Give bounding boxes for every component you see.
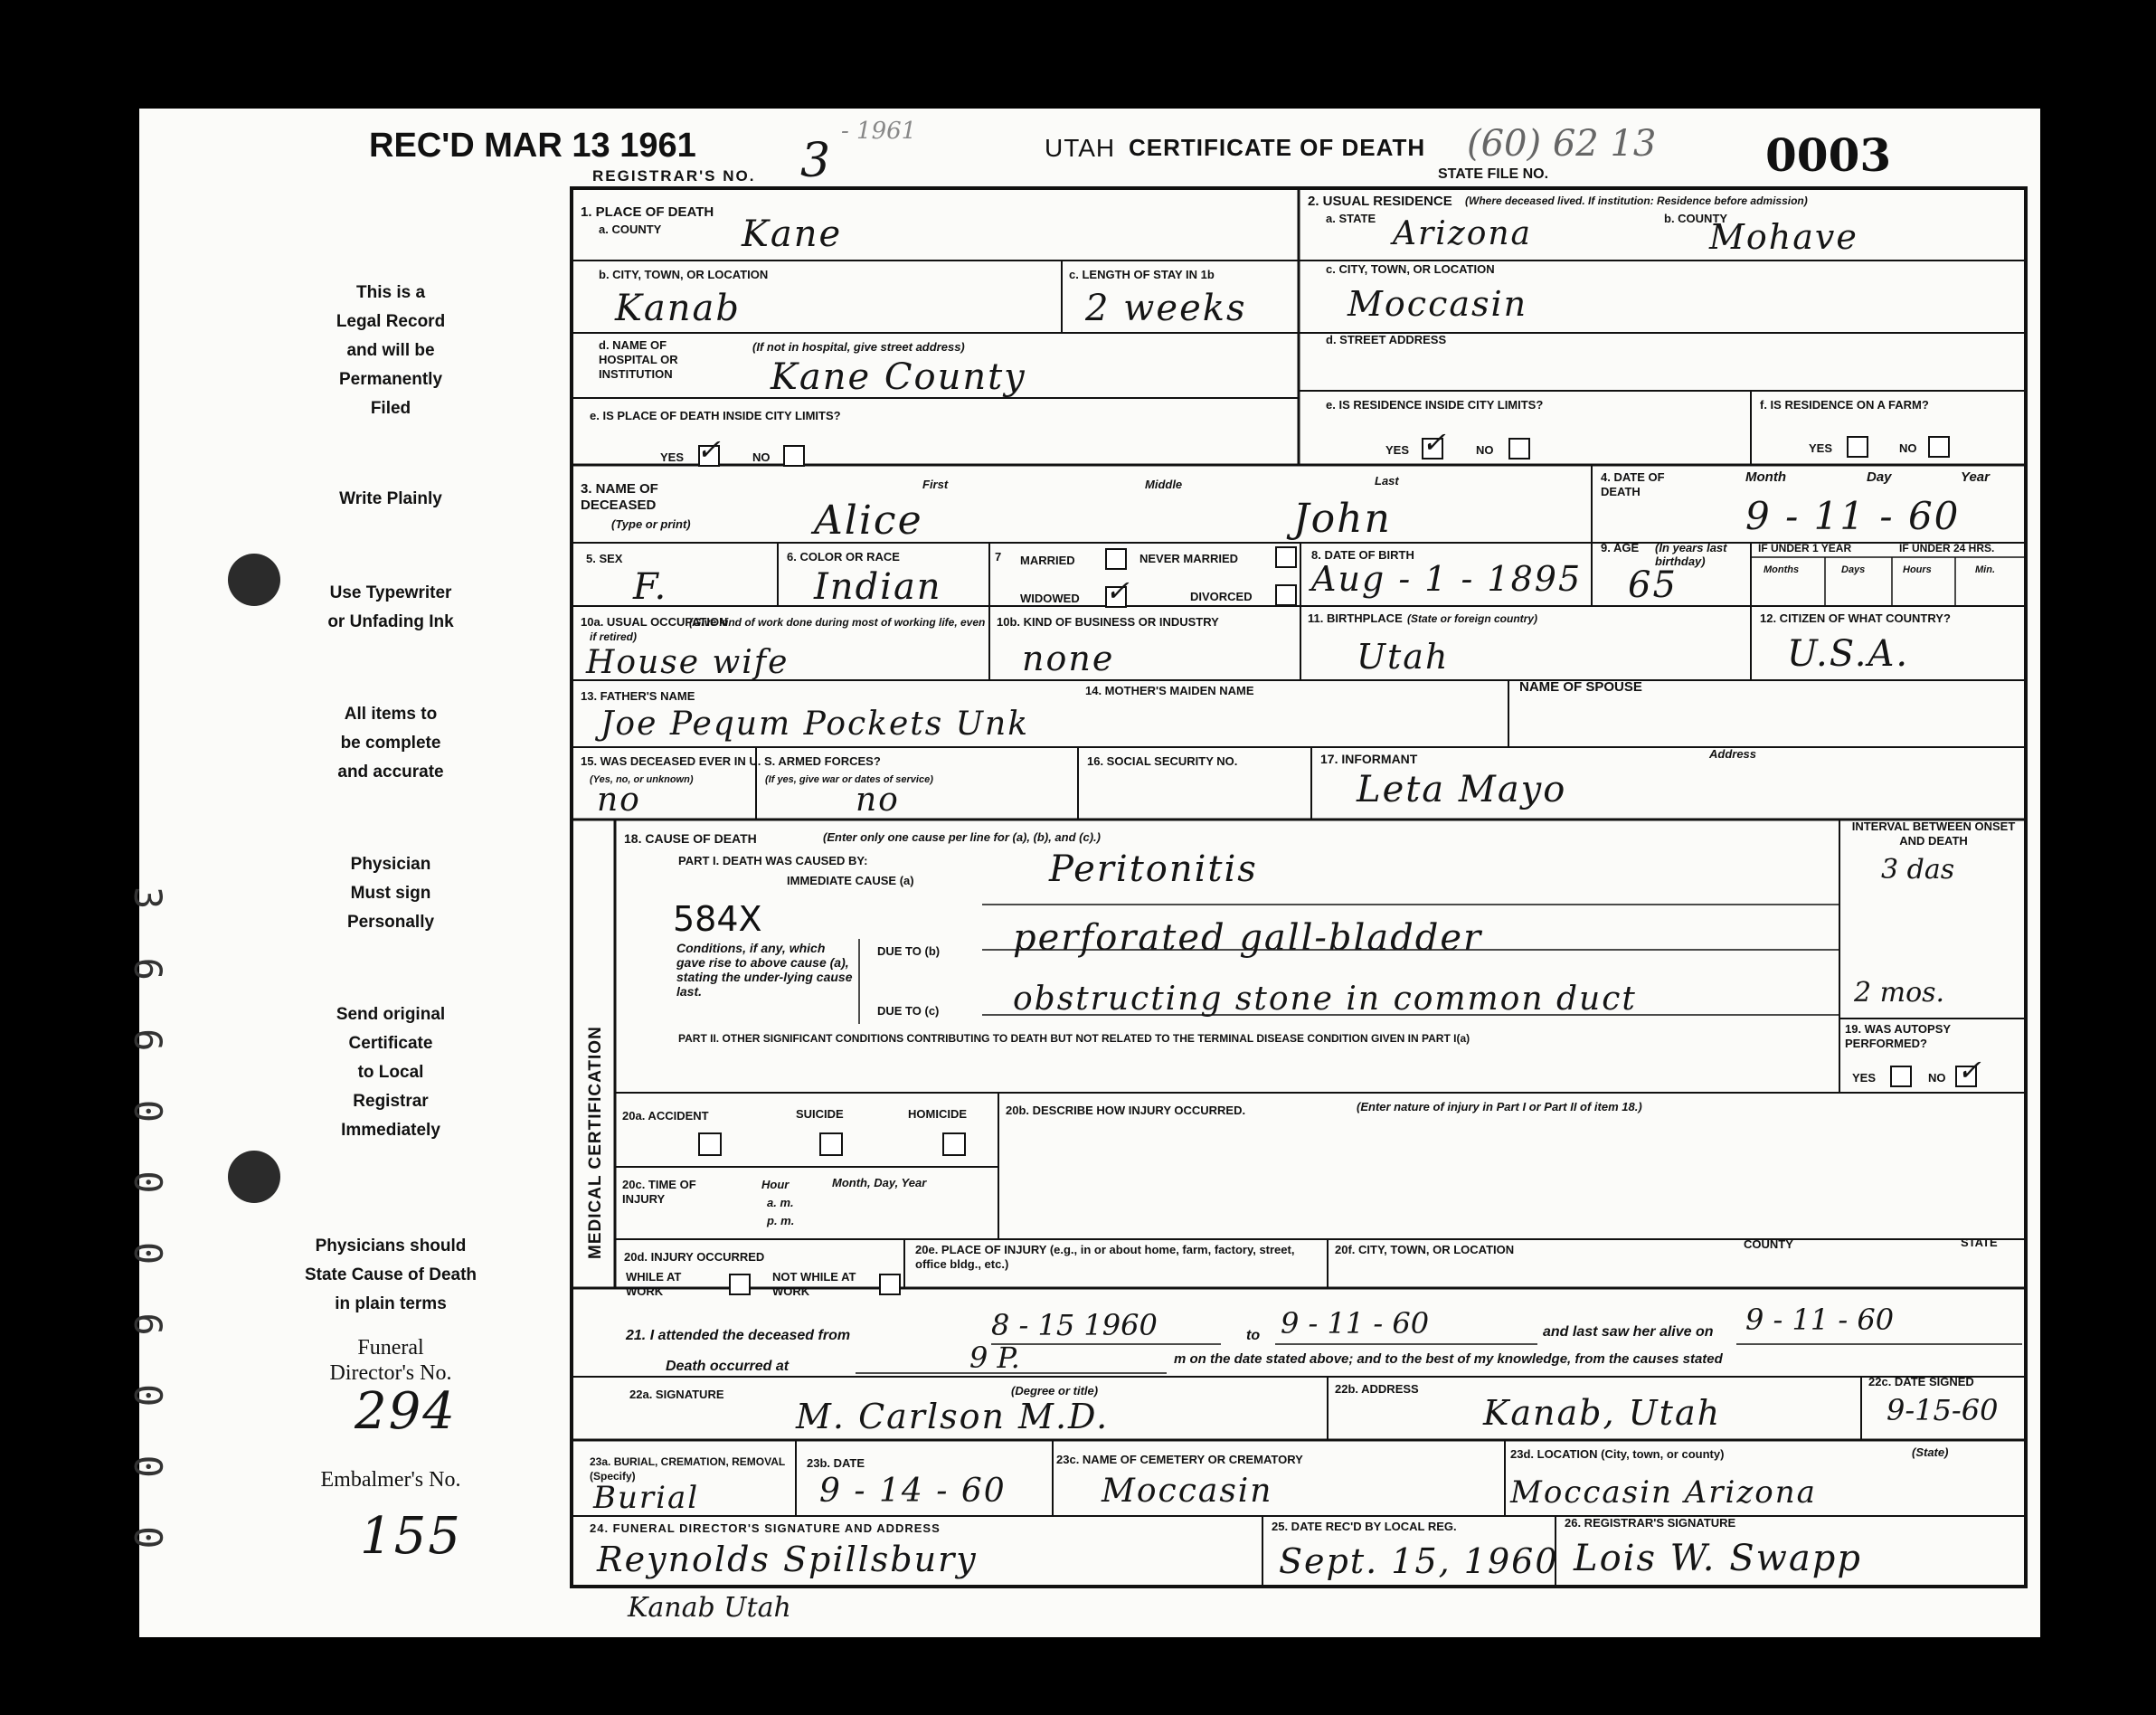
conditions-note: Conditions, if any, which gave rise to above cause (a), stating the under-lying cause last. (676, 941, 853, 999)
color-race-label: 6. COLOR OR RACE (787, 550, 900, 564)
informant-value: Leta Mayo (1357, 769, 1567, 810)
middle-name-header: Middle (1145, 478, 1183, 491)
citizenship-value: U.S.A. (1787, 633, 1910, 675)
autopsy-label: 19. WAS AUTOPSY PERFORMED? (1845, 1022, 1951, 1050)
residence-farm-label: f. IS RESIDENCE ON A FARM? (1760, 398, 1929, 412)
injury-description-label: 20b. DESCRIBE HOW INJURY OCCURRED. (1006, 1104, 1246, 1117)
no-label: NO (1476, 443, 1494, 457)
interval-label: INTERVAL BETWEEN ONSET AND DEATH (1851, 820, 2016, 848)
date-of-birth-label: 8. DATE OF BIRTH (1311, 548, 1414, 562)
sidebar-legal-line: This is a (355, 283, 426, 302)
sidebar-send-line: Immediately (341, 1121, 440, 1140)
mother-maiden-name-label: 14. MOTHER'S MAIDEN NAME (1085, 684, 1254, 697)
physician-address-label: 22b. ADDRESS (1335, 1382, 1419, 1396)
residence-county-label: b. COUNTY (1664, 212, 1728, 225)
suicide-label: SUICIDE (796, 1107, 844, 1121)
state-paren-label: (State) (1912, 1445, 1949, 1459)
funeral-director-label-line: Funeral (357, 1336, 424, 1360)
signature-label: 22a. SIGNATURE (629, 1388, 724, 1401)
sidebar-physician-line: Personally (346, 913, 435, 932)
marital-status-label: 7 (995, 550, 1002, 564)
burial-date-value: 9 - 14 - 60 (819, 1473, 1007, 1510)
residence-city-value: Moccasin (1348, 284, 1528, 324)
state-value: Arizona (1393, 215, 1533, 252)
state-file-label: STATE FILE NO. (1438, 166, 1549, 182)
injury-county-label: COUNTY (1744, 1237, 1793, 1251)
received-stamp: REC'D MAR 13 1961 (369, 127, 696, 165)
no-label: NO (1928, 1071, 1946, 1085)
attended-to-value: 9 - 11 - 60 (1281, 1306, 1430, 1341)
injury-state-label: STATE (1961, 1236, 1998, 1249)
type-or-print-note: (Type or print) (611, 517, 691, 531)
first-name-header: First (922, 478, 949, 491)
sidebar-send-line: Send original (336, 1005, 446, 1024)
injury-description-note: (Enter nature of injury in Part I or Part II of item 18.) (1357, 1100, 1642, 1113)
armed-forces-note-1: (Yes, no, or unknown) (590, 774, 694, 785)
burial-value: Burial (593, 1480, 700, 1516)
sidebar-cause-line: in plain terms (335, 1294, 447, 1313)
occupation-value: House wife (586, 644, 790, 681)
sex-value: F. (633, 566, 668, 608)
date-received-label: 25. DATE REC'D BY LOCAL REG. (1272, 1520, 1457, 1533)
birthplace-note: (State or foreign country) (1407, 612, 1538, 625)
usual-residence-label: 2. USUAL RESIDENCE (1308, 194, 1452, 209)
days-header: Days (1841, 564, 1866, 575)
age-note: (In years last birthday) (1655, 541, 1727, 568)
social-security-label: 16. SOCIAL SECURITY NO. (1087, 754, 1238, 768)
vertical-film-number: 3 6 6 0 0 0 6 0 0 0 (126, 886, 170, 1562)
due-to-c-value: obstructing stone in common duct (1013, 981, 1637, 1018)
county-value: Kane (742, 213, 843, 255)
business-label: 10b. KIND OF BUSINESS OR INDUSTRY (997, 615, 1219, 629)
registrar-label: REGISTRAR'S NO. (592, 167, 756, 185)
usual-residence-note: (Where deceased lived. If institution: Residence before admission) (1465, 194, 1808, 207)
sidebar-legal-line: Filed (370, 399, 411, 418)
sidebar-typewriter-line: Use Typewriter (329, 583, 452, 602)
sidebar-send-line: Certificate (348, 1034, 433, 1053)
death-time-value: 9 P. (969, 1341, 1020, 1375)
physician-address-value: Kanab, Utah (1483, 1393, 1722, 1433)
sidebar-physician-line: Must sign (350, 884, 431, 903)
business-value: none (1022, 639, 1115, 678)
father-name-value: Joe Pequm Pockets Unk (600, 706, 1030, 743)
hospital-label: d. NAME OF HOSPITAL OR INSTITUTION (599, 338, 678, 381)
certificate-number: 0003 (1765, 128, 1892, 182)
married-label: MARRIED (1020, 554, 1075, 567)
sidebar-complete-line: All items to (344, 705, 438, 724)
while-at-work-label: WHILE AT WORK (626, 1270, 682, 1298)
farm-yes-checkbox[interactable] (1847, 436, 1868, 458)
occupation-note: (Give kind of work done during most of working life, even if retired) (590, 616, 986, 643)
never-married-checkbox[interactable] (1275, 546, 1297, 568)
registrar-signature-label: 26. REGISTRAR'S SIGNATURE (1565, 1516, 1736, 1530)
widowed-label: WIDOWED (1020, 592, 1080, 605)
citizenship-label: 12. CITIZEN OF WHAT COUNTRY? (1760, 611, 1951, 625)
residence-county-value: Mohave (1709, 217, 1858, 257)
date-signed-label: 22c. DATE SIGNED (1868, 1375, 1974, 1388)
birthplace-value: Utah (1357, 637, 1450, 677)
immediate-cause-label: IMMEDIATE CAUSE (a) (787, 874, 914, 887)
sidebar-legal-line: Legal Record (336, 312, 446, 331)
yes-label: YES (660, 450, 685, 464)
injury-city-label: 20f. CITY, TOWN, OR LOCATION (1335, 1243, 1515, 1256)
residence-city-no-checkbox[interactable] (1508, 438, 1530, 460)
suicide-checkbox[interactable] (819, 1132, 843, 1156)
never-married-label: NEVER MARRIED (1139, 552, 1239, 565)
state-file-handwritten: (60) 62 13 (1467, 123, 1657, 165)
hour-header: Hour (761, 1178, 790, 1191)
date-received-value: Sept. 15, 1960 (1279, 1541, 1559, 1581)
burial-label: 23a. BURIAL, CREMATION, REMOVAL (Specify) (590, 1455, 786, 1483)
no-label: NO (752, 450, 771, 464)
armed-forces-value-1: no (597, 782, 641, 819)
sidebar-complete-line: be complete (340, 734, 441, 753)
while-at-work-checkbox[interactable] (729, 1274, 751, 1295)
due-to-c-label: DUE TO (c) (877, 1004, 940, 1018)
death-occurred-label: Death occurred at (666, 1359, 790, 1374)
funeral-director-address: Kanab Utah (628, 1592, 791, 1624)
last-name-header: Last (1375, 474, 1399, 488)
sidebar-typewriter-line: or Unfading Ink (327, 612, 454, 631)
armed-forces-value-2: no (856, 782, 900, 819)
funeral-director-signature-label: 24. FUNERAL DIRECTOR'S SIGNATURE AND ADDRESS (590, 1521, 941, 1535)
am-label: a. m. (767, 1196, 794, 1209)
cause-of-death-note: (Enter only one cause per line for (a), (b), and (c).) (823, 830, 1101, 844)
date-of-birth-value: Aug - 1 - 1895 (1311, 559, 1583, 599)
month-header: Month (1745, 469, 1786, 485)
icd-code: 584X (673, 899, 762, 939)
divorced-label: DIVORCED (1190, 590, 1253, 603)
injury-occurred-label: 20d. INJURY OCCURRED (624, 1250, 765, 1264)
check-mark-icon: ✓ (1105, 573, 1130, 608)
farm-no-checkbox[interactable] (1928, 436, 1950, 458)
check-mark-icon: ✓ (696, 432, 721, 467)
degree-label: (Degree or title) (1011, 1384, 1099, 1398)
attended-from-value: 8 - 15 1960 (991, 1308, 1158, 1342)
embalmer-label: Embalmer's No. (320, 1468, 461, 1492)
age-value: 65 (1628, 564, 1678, 606)
to-label: to (1246, 1328, 1261, 1343)
cemetery-label: 23c. NAME OF CEMETERY OR CREMATORY (1056, 1453, 1303, 1466)
pm-label: p. m. (767, 1214, 795, 1227)
registrar-year: - 1961 (841, 118, 917, 145)
funeral-director-signature: Reynolds Spillsbury (597, 1540, 978, 1579)
hospital-value: Kane County (771, 356, 1026, 398)
burial-location-label: 23d. LOCATION (City, town, or county) (1510, 1447, 1725, 1461)
place-of-injury-label: 20e. PLACE OF INJURY (e.g., in or about home, farm, factory, street, office bldg., etc.) (915, 1243, 1295, 1271)
interval-c-value: 2 mos. (1854, 977, 1945, 1009)
first-name-value: Alice (814, 497, 923, 544)
sidebar-cause-line: State Cause of Death (304, 1265, 478, 1284)
embalmer-number: 155 (360, 1507, 462, 1566)
sidebar-legal-line: and will be (346, 341, 435, 360)
month-day-year-header: Month, Day, Year (832, 1176, 927, 1189)
registrar-signature: Lois W. Swapp (1574, 1538, 1862, 1579)
immediate-cause-value: Peritonitis (1049, 848, 1258, 890)
name-of-deceased-label: 3. NAME OF DECEASED (581, 481, 658, 513)
part-two-label: PART II. OTHER SIGNIFICANT CONDITIONS CONTRIBUTING TO DEATH BUT NOT RELATED TO THE TERMINAL DISEASE CONDITION GIVEN IN PART I(a) (678, 1032, 1470, 1045)
sidebar-send-line: Registrar (353, 1092, 429, 1111)
sex-label: 5. SEX (586, 552, 623, 565)
informant-address-label: Address (1709, 747, 1757, 761)
sidebar-legal-line: Permanently (338, 370, 443, 389)
length-of-stay-value: 2 weeks (1085, 288, 1247, 329)
married-checkbox[interactable] (1105, 548, 1127, 570)
certificate-title: CERTIFICATE OF DEATH (1129, 134, 1426, 161)
date-of-death-value: 9 - 11 - 60 (1745, 494, 1961, 538)
check-mark-icon: ✓ (1957, 1053, 1981, 1087)
day-header: Day (1867, 469, 1892, 485)
accident-label: 20a. ACCIDENT (622, 1109, 709, 1123)
residence-city-label: c. CITY, TOWN, OR LOCATION (1326, 262, 1495, 276)
not-at-work-label: NOT WHILE AT WORK (772, 1270, 856, 1298)
time-of-injury-label: 20c. TIME OF INJURY (622, 1178, 696, 1206)
father-name-label: 13. FATHER'S NAME (581, 689, 695, 703)
due-to-b-value: perforated gall-bladder (1013, 917, 1483, 959)
divorced-checkbox[interactable] (1275, 584, 1297, 606)
cemetery-value: Moccasin (1102, 1473, 1273, 1510)
city-value: Kanab (615, 288, 741, 329)
under-24-hours-label: IF UNDER 24 HRS. (1899, 542, 1995, 554)
sidebar-physician-line: Physician (350, 855, 431, 874)
date-stated-label: m on the date stated above; and to the best of my knowledge, from the causes stated (1174, 1351, 1723, 1367)
yes-label: YES (1385, 443, 1410, 457)
city-label: b. CITY, TOWN, OR LOCATION (599, 268, 769, 281)
sidebar-cause-line: Physicians should (315, 1237, 467, 1255)
part-one-label: PART I. DEATH WAS CAUSED BY: (678, 854, 868, 867)
place-of-death-label: 1. PLACE OF DEATH (581, 204, 714, 220)
not-at-work-checkbox[interactable] (879, 1274, 901, 1295)
interval-a-value: 3 das (1881, 854, 1955, 886)
spouse-name-label: NAME OF SPOUSE (1519, 679, 1642, 695)
medical-certification-label: MEDICAL CERTIFICATION (586, 1026, 605, 1259)
homicide-label: HOMICIDE (908, 1107, 967, 1121)
physician-signature: M. Carlson M.D. (796, 1397, 1110, 1436)
minutes-header: Min. (1975, 564, 1995, 575)
funeral-director-number: 294 (355, 1382, 457, 1441)
due-to-b-label: DUE TO (b) (877, 944, 941, 958)
check-mark-icon: ✓ (1422, 425, 1446, 460)
yes-label: YES (1852, 1071, 1877, 1085)
year-header: Year (1961, 469, 1990, 485)
funeral-director-label-line: Director's No. (329, 1361, 452, 1385)
state-label: a. STATE (1326, 212, 1376, 225)
last-saw-value: 9 - 11 - 60 (1745, 1303, 1895, 1337)
sidebar-send-line: to Local (357, 1063, 424, 1082)
hours-header: Hours (1903, 564, 1932, 575)
armed-forces-label: 15. WAS DECEASED EVER IN U. S. ARMED FORCES? (581, 754, 881, 768)
hospital-note: (If not in hospital, give street address) (752, 340, 965, 354)
sidebar-complete-line: and accurate (337, 763, 444, 782)
armed-forces-note-2: (If yes, give war or dates of service) (765, 774, 933, 785)
date-signed-value: 9-15-60 (1886, 1393, 1999, 1427)
autopsy-yes-checkbox[interactable] (1890, 1066, 1912, 1087)
no-label: NO (1899, 441, 1917, 455)
registrar-number: 3 (800, 134, 833, 188)
birthplace-label: 11. BIRTHPLACE (1308, 611, 1403, 625)
occupation-label: 10a. USUAL OCCUPATION (581, 615, 728, 629)
homicide-checkbox[interactable] (942, 1132, 966, 1156)
cause-of-death-label: 18. CAUSE OF DEATH (624, 831, 757, 846)
date-of-death-label: 4. DATE OF DEATH (1601, 470, 1665, 498)
age-label: 9. AGE (1601, 541, 1640, 554)
yes-label: YES (1809, 441, 1833, 455)
street-address-label: d. STREET ADDRESS (1326, 333, 1447, 346)
length-of-stay-label: c. LENGTH OF STAY IN 1b (1069, 268, 1215, 281)
color-race-value: Indian (814, 566, 942, 608)
last-saw-label: and last saw her alive on (1543, 1324, 1714, 1340)
months-header: Months (1764, 564, 1800, 575)
under-one-year-label: IF UNDER 1 YEAR (1758, 542, 1852, 554)
residence-city-limits-label: e. IS RESIDENCE INSIDE CITY LIMITS? (1326, 398, 1544, 412)
burial-location-value: Moccasin Arizona (1510, 1474, 1817, 1511)
burial-date-label: 23b. DATE (807, 1456, 865, 1470)
county-label: a. COUNTY (599, 223, 662, 236)
attended-label: 21. I attended the deceased from (626, 1328, 851, 1343)
sidebar-write-plainly: Write Plainly (339, 489, 442, 508)
informant-label: 17. INFORMANT (1320, 752, 1418, 766)
accident-checkbox[interactable] (698, 1132, 722, 1156)
inside-city-limits-label: e. IS PLACE OF DEATH INSIDE CITY LIMITS? (590, 409, 841, 422)
certificate-title-prefix: UTAH (1045, 134, 1116, 162)
death-inside-city-no-checkbox[interactable] (783, 445, 805, 467)
last-name-value: John (1293, 496, 1392, 542)
